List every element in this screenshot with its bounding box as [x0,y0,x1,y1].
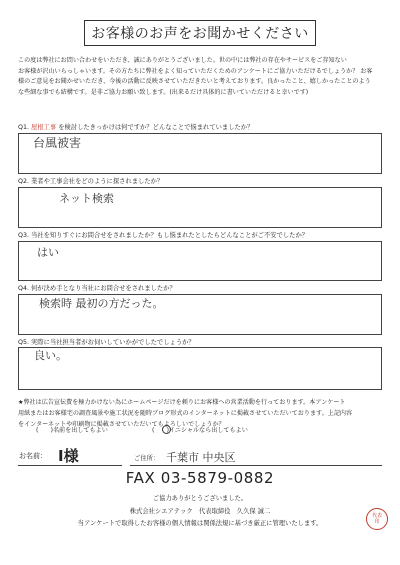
option-initials-ok-paren: ( ) [152,427,169,434]
answer-box-3[interactable] [18,241,382,281]
answer-box-5[interactable] [18,347,382,390]
question-5-text: 実際に当社担当者がお伺いしていかがでしたでしょうか？ [30,339,195,346]
seal-text: 代表 印 [371,513,382,525]
answer-4-text: 検索時 最初の方だった。 [39,297,164,310]
company-seal-stamp [366,508,388,530]
answer-box-4[interactable] [18,294,382,335]
address-label: ご住所： [134,455,160,462]
fax-number: FAX 03-5879-0882 [125,469,275,487]
question-3-number: Q3. [18,232,29,239]
name-underline [18,465,122,466]
name-label: お名前： [19,452,47,460]
intro-text: この度は弊社にお問い合わせをいただき、誠にありがとうございました。世の中には弊社の存在やサービスをご存知ない お客様が沢山いらっしゃいます。その方たちに弊社をよく知っていただくためのアンケートにご協力いただけるでしょうか？ お客 様のご意見をお聞かせいただき、今後の活動に反映させていただきたいと考えております。良かったこと、嬉しかったことのよう な些細な事でも結構です。是非ご協力お願い致します。(出来るだけ具体的に書いていただけると幸いです) [18,57,373,96]
answer-2-text: ネット検索 [59,192,114,205]
answer-3-text: はい [37,246,59,259]
page-title-text: お客様のお声をお聞かせください [91,26,309,42]
option-initials-ok-label: イニシャルなら出してもよい [168,427,248,434]
footer-company: 株式会社シエアテック 代表取締役 久久保 誠二 [129,508,271,515]
name-value[interactable]: I様 [58,447,79,465]
option-name-ok[interactable] [36,425,108,434]
option-name-ok-paren: ( ) [36,427,53,434]
question-2-number: Q2. [18,178,29,185]
option-name-ok-label: 名前を出してもよい [52,427,108,434]
selected-circle-mark [162,425,171,434]
question-1-highlight: 屋根工事 [30,124,57,131]
question-3 [18,231,308,240]
answer-5-text: 良い。 [34,349,67,362]
question-5-number: Q5. [18,339,29,346]
question-2-text: 業者や工事会社をどのように探されましたか？ [30,178,164,185]
answer-box-2[interactable] [18,187,382,228]
question-1 [18,123,253,132]
question-5 [18,338,195,347]
page-title [84,20,316,46]
question-2 [18,177,163,186]
answer-1-text: 台風被害 [33,136,82,150]
question-4-text: 何が決め手となり当社にお問合せをされましたか？ [30,285,176,292]
question-1-text: を検討したきっかけは何ですか？どんなことで悩まれていましたか？ [58,124,254,131]
question-3-text: 当社を知りすぐにお問合せをされましたか？もし悩まれたとしたらどんなことがご不安でしたか？ [30,232,309,239]
address-underline [130,465,382,466]
question-4 [18,284,176,293]
address-value[interactable]: 千葉市 中央区 [166,451,236,464]
footer-privacy: 当アンケートで取得したお客様の個人情報は関係法規に基づき厳正に管理いたします。 [77,520,323,527]
footer-thanks: ご協力ありがとうございました。 [152,495,248,502]
answer-box-1[interactable] [18,133,382,174]
question-1-number: Q1. [18,124,29,131]
publication-notice: ★弊社は広告宣伝費を極力かけない為にホームページだけを頼りにお客様への営業活動を行っております。本アンケート 用紙またはお客様宅の調査風景や施工状況を随時ブログ形式のインターネットに掲載させていただいております。上記内容 をインターネットや印刷物に掲載させていただいてもよろしいでしょうか？ [18,399,353,428]
question-4-number: Q4. [18,285,29,292]
